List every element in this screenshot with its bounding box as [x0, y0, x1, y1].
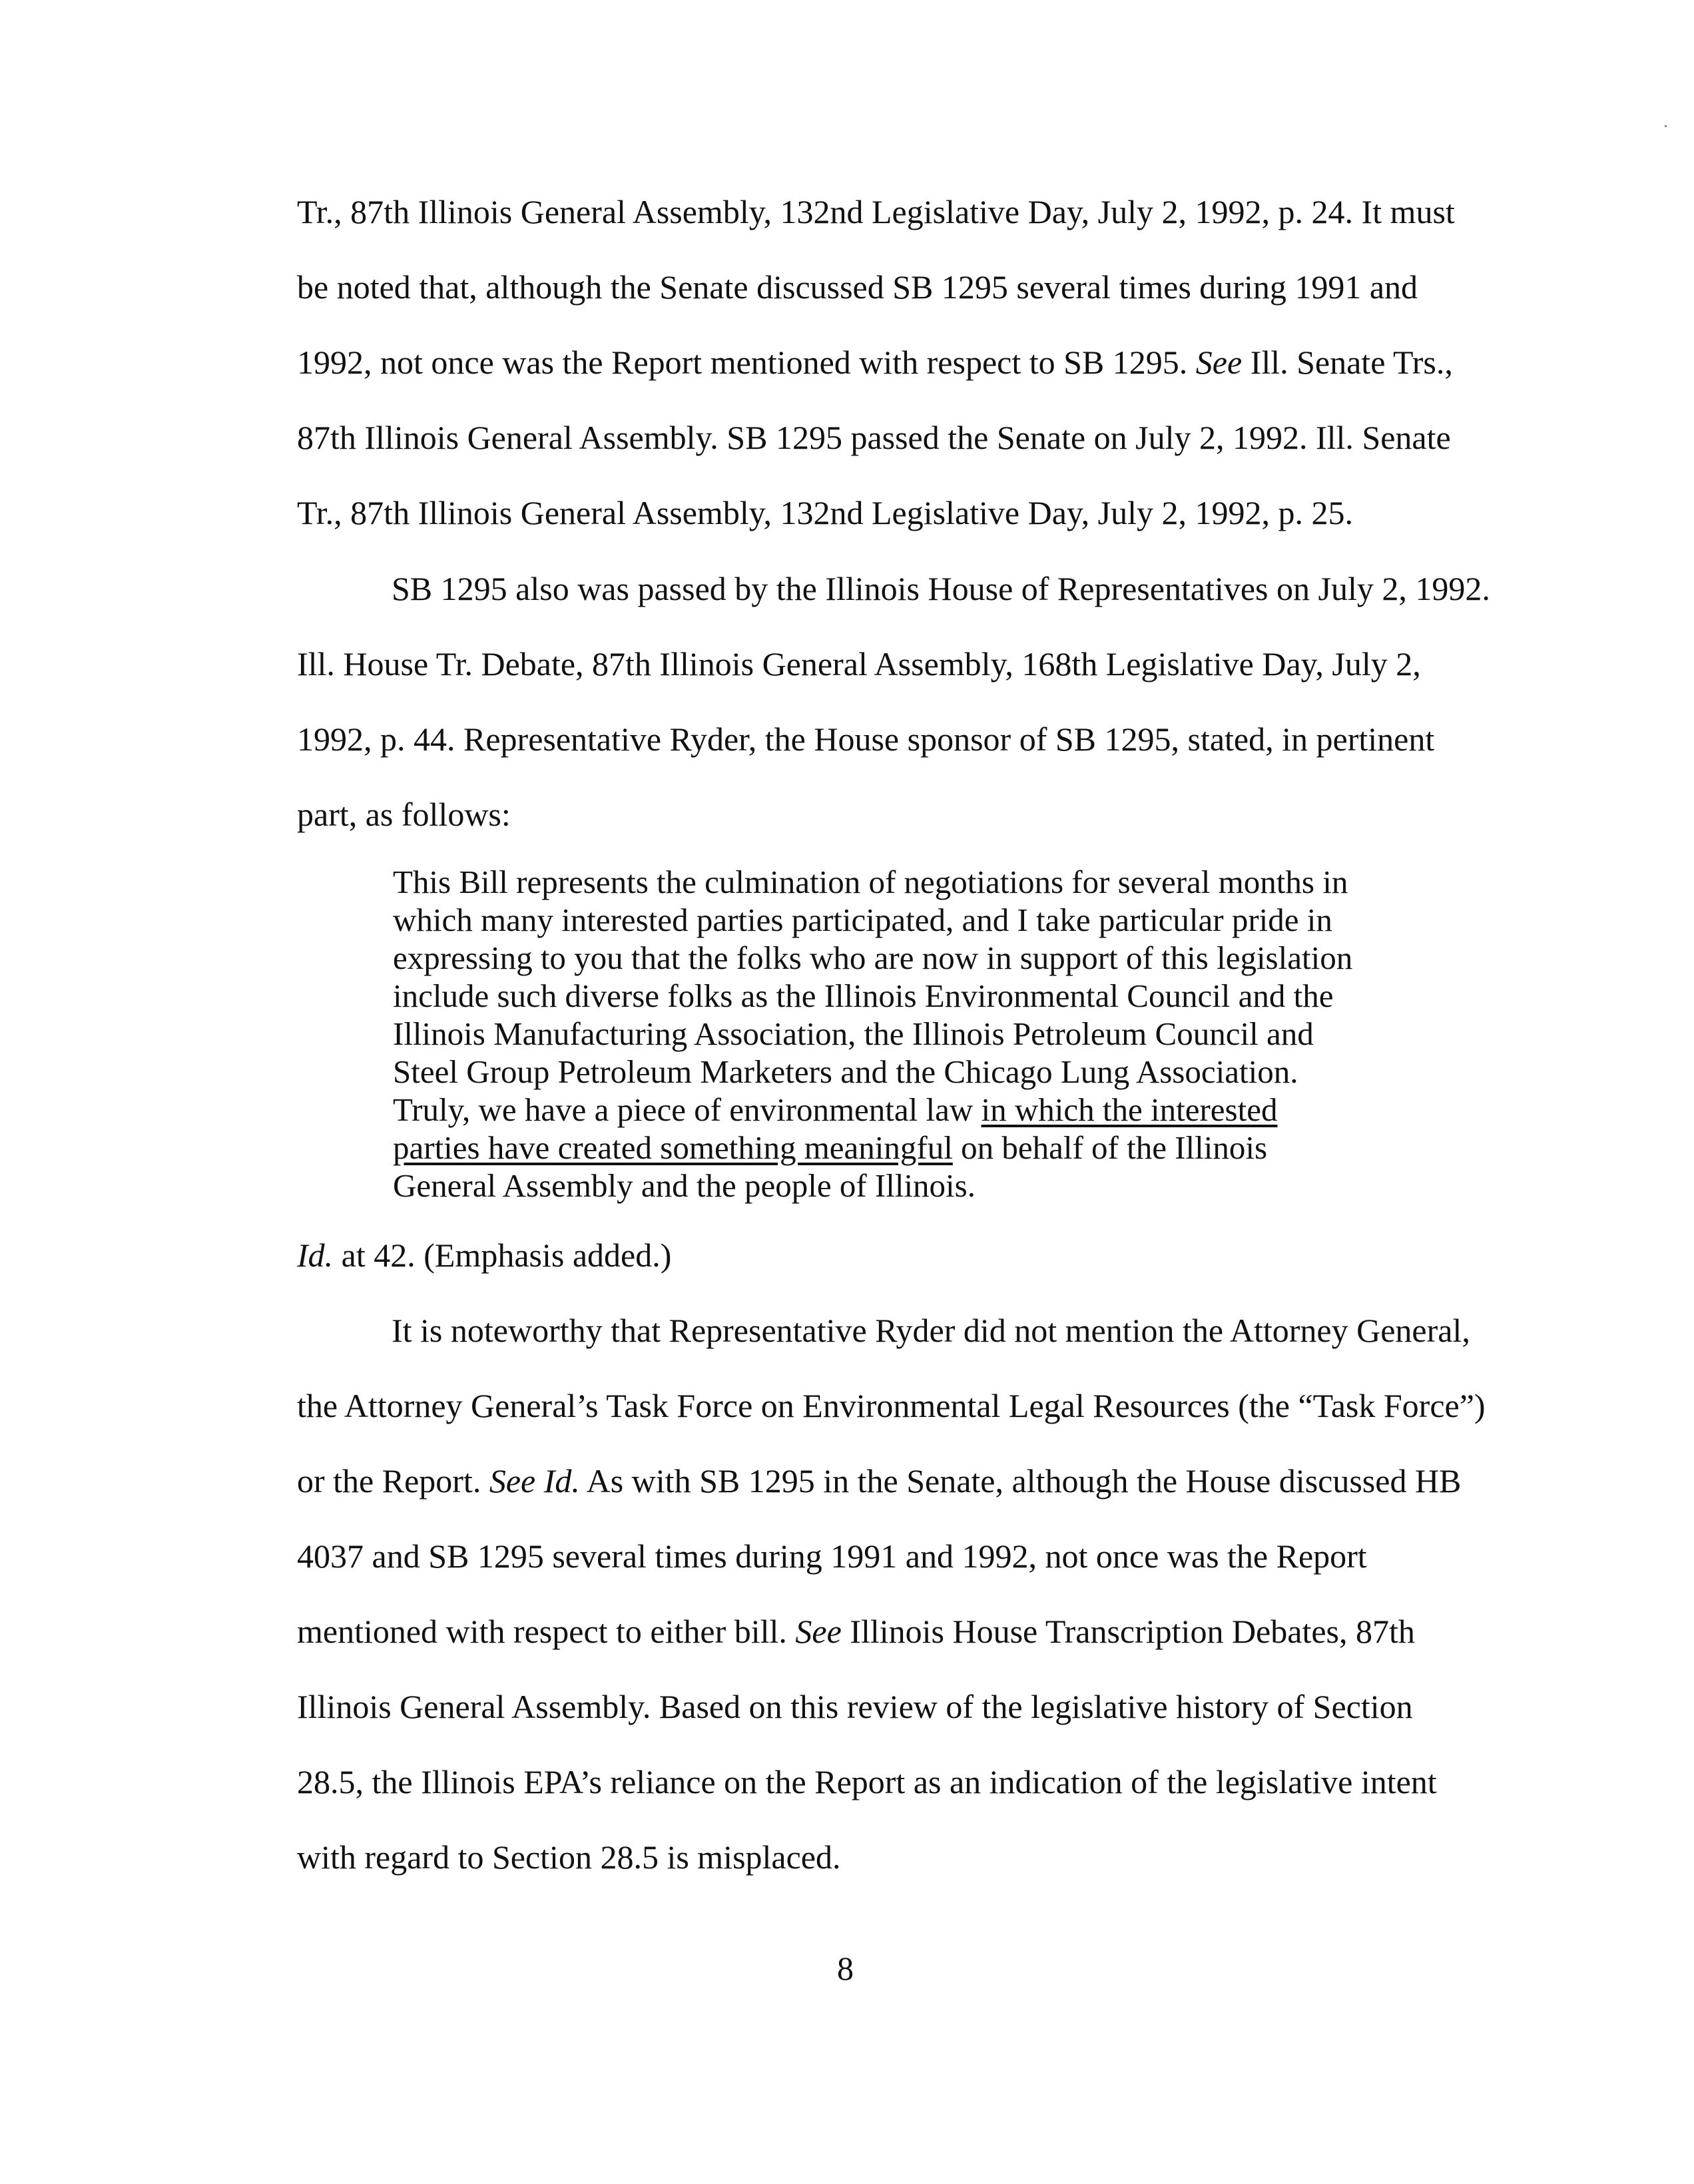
text-line: 1992, p. 44. Representative Ryder, the House sponsor of SB 1295, stated, in pertinent	[297, 720, 1435, 758]
text-line: Tr., 87th Illinois General Assembly, 132nd Legislative Day, July 2, 1992, p. 24. It must	[297, 193, 1455, 230]
text-line: 28.5, the Illinois EPA’s reliance on the Report as an indication of the legislative intent	[297, 1763, 1437, 1800]
text-line: 4037 and SB 1295 several times during 1991 and 1992, not once was the Report	[297, 1537, 1367, 1575]
text-line: with regard to Section 28.5 is misplaced.	[297, 1838, 841, 1876]
signal-see: See	[795, 1613, 842, 1650]
text-line: or the Report. See Id. As with SB 1295 in the Senate, although the House discussed HB	[297, 1462, 1462, 1500]
citation-id: Id.	[297, 1236, 334, 1274]
text-line: part, as follows:	[297, 796, 511, 833]
paragraph-2	[297, 551, 1490, 852]
text-line: the Attorney General’s Task Force on Environmental Legal Resources (the “Task Force”)	[297, 1387, 1486, 1424]
text-line: SB 1295 also was passed by the Illinois House of Representatives on July 2, 1992.	[392, 570, 1490, 607]
text-line: Ill. House Tr. Debate, 87th Illinois General Assembly, 168th Legislative Day, July 2,	[297, 645, 1421, 682]
paragraph-1	[297, 174, 1455, 551]
text-line: be noted that, although the Senate discussed SB 1295 several times during 1991 and	[297, 268, 1418, 306]
signal-see-id: See Id.	[489, 1462, 580, 1500]
paragraph-3	[297, 1293, 1486, 1895]
text-line: 87th Illinois General Assembly. SB 1295 passed the Senate on July 2, 1992. Ill. Senate	[297, 419, 1451, 456]
quote-line: General Assembly and the people of Illinois.	[393, 1167, 976, 1204]
quote-line: include such diverse folks as the Illinois Environmental Council and the	[393, 977, 1334, 1014]
text-line: Tr., 87th Illinois General Assembly, 132nd Legislative Day, July 2, 1992, p. 25.	[297, 494, 1354, 531]
quote-line: Illinois Manufacturing Association, the Illinois Petroleum Council and	[393, 1015, 1314, 1052]
signal-see: See	[1195, 344, 1243, 381]
text-line: Illinois General Assembly. Based on this review of the legislative history of Section	[297, 1688, 1413, 1725]
block-quote	[393, 863, 1352, 1205]
emphasis-underline: in which the interested	[981, 1091, 1278, 1128]
margin-mark	[1665, 125, 1667, 127]
text-line: mentioned with respect to either bill. See Illinois House Transcription Debates, 87th	[297, 1613, 1415, 1650]
text-line: 1992, not once was the Report mentioned with respect to SB 1295. See Ill. Senate Trs.,	[297, 344, 1453, 381]
emphasis-underline: parties have created something meaningful	[393, 1129, 953, 1166]
quote-line: This Bill represents the culmination of negotiations for several months in	[393, 864, 1348, 900]
page-number: 8	[837, 1950, 854, 1987]
text-line: It is noteworthy that Representative Ryder did not mention the Attorney General,	[392, 1312, 1470, 1349]
quote-line: parties have created something meaningful on behalf of the Illinois	[393, 1129, 1268, 1166]
quote-line: which many interested parties participated, and I take particular pride in	[393, 902, 1332, 938]
quote-line: Steel Group Petroleum Marketers and the Chicago Lung Association.	[393, 1053, 1298, 1090]
citation: Id. at 42. (Emphasis added.)	[297, 1236, 672, 1274]
quote-line: expressing to you that the folks who are now in support of this legislation	[393, 940, 1353, 976]
quote-line: Truly, we have a piece of environmental law in which the interested	[393, 1091, 1278, 1128]
